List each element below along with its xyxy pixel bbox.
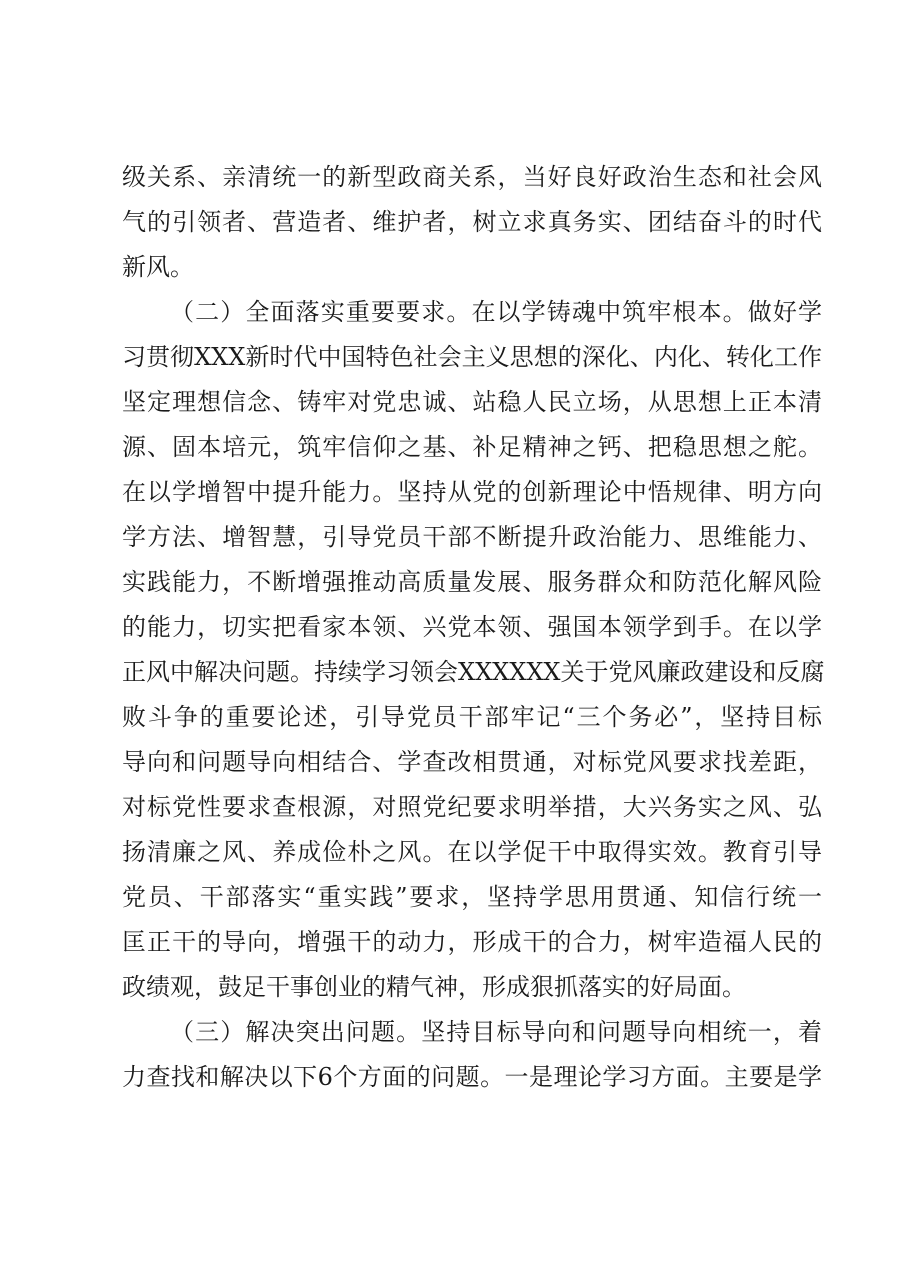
text-line: 党员、干部落实“重实践”要求，坚持学思用贯通、知信行统一 [122, 883, 822, 911]
text-line: 源、固本培元，筑牢信仰之基、补足精神之钙、把稳思想之舵。 [122, 433, 822, 461]
text-line: 扬清廉之风、养成俭朴之风。在以学促干中取得实效。教育引导 [122, 838, 822, 866]
text-line: 政绩观，鼓足干事创业的精气神，形成狠抓落实的好局面。 [122, 973, 746, 1001]
paragraph-section-2 [122, 290, 825, 1010]
text-line: 新风。 [122, 253, 194, 281]
text-line: 坚定理想信念、铸牢对党忠诚、站稳人民立场，从思想上正本清 [122, 388, 822, 416]
paragraph-continuation [122, 155, 822, 290]
text-line: 实践能力，不断增强推动高质量发展、服务群众和防范化解风险 [122, 568, 822, 596]
document-body [122, 155, 825, 1100]
text-line: 匡正干的导向，增强干的动力，形成干的合力，树牢造福人民的 [122, 928, 822, 956]
text-line: 导向和问题导向相结合、学查改相贯通，对标党风要求找差距， [122, 748, 822, 776]
text-line: 对标党性要求查根源，对照党纪要求明举措，大兴务实之风、弘 [122, 793, 822, 821]
text-line: 气的引领者、营造者、维护者，树立求真务实、团结奋斗的时代 [122, 208, 822, 236]
text-line: 在以学增智中提升能力。坚持从党的创新理论中悟规律、明方向 [122, 478, 822, 506]
text-line: 习贯彻XXX新时代中国特色社会主义思想的深化、内化、转化工作 [122, 343, 822, 371]
text-line: 学方法、增智慧，引导党员干部不断提升政治能力、思维能力、 [122, 523, 822, 551]
text-line: 级关系、亲清统一的新型政商关系，当好良好政治生态和社会风 [122, 163, 822, 191]
text-line: 的能力，切实把看家本领、兴党本领、强国本领学到手。在以学 [122, 613, 822, 641]
text-line: 力查找和解决以下6个方面的问题。一是理论学习方面。主要是学 [122, 1063, 822, 1091]
text-line: 正风中解决问题。持续学习领会XXXXXX关于党风廉政建设和反腐 [122, 658, 825, 686]
text-line: 败斗争的重要论述，引导党员干部牢记“三个务必”，坚持目标 [122, 703, 822, 731]
paragraph-section-3 [122, 1010, 822, 1100]
text-line: （三）解决突出问题。坚持目标导向和问题导向相统一，着 [170, 1018, 822, 1046]
text-line: （二）全面落实重要要求。在以学铸魂中筑牢根本。做好学 [170, 298, 822, 326]
